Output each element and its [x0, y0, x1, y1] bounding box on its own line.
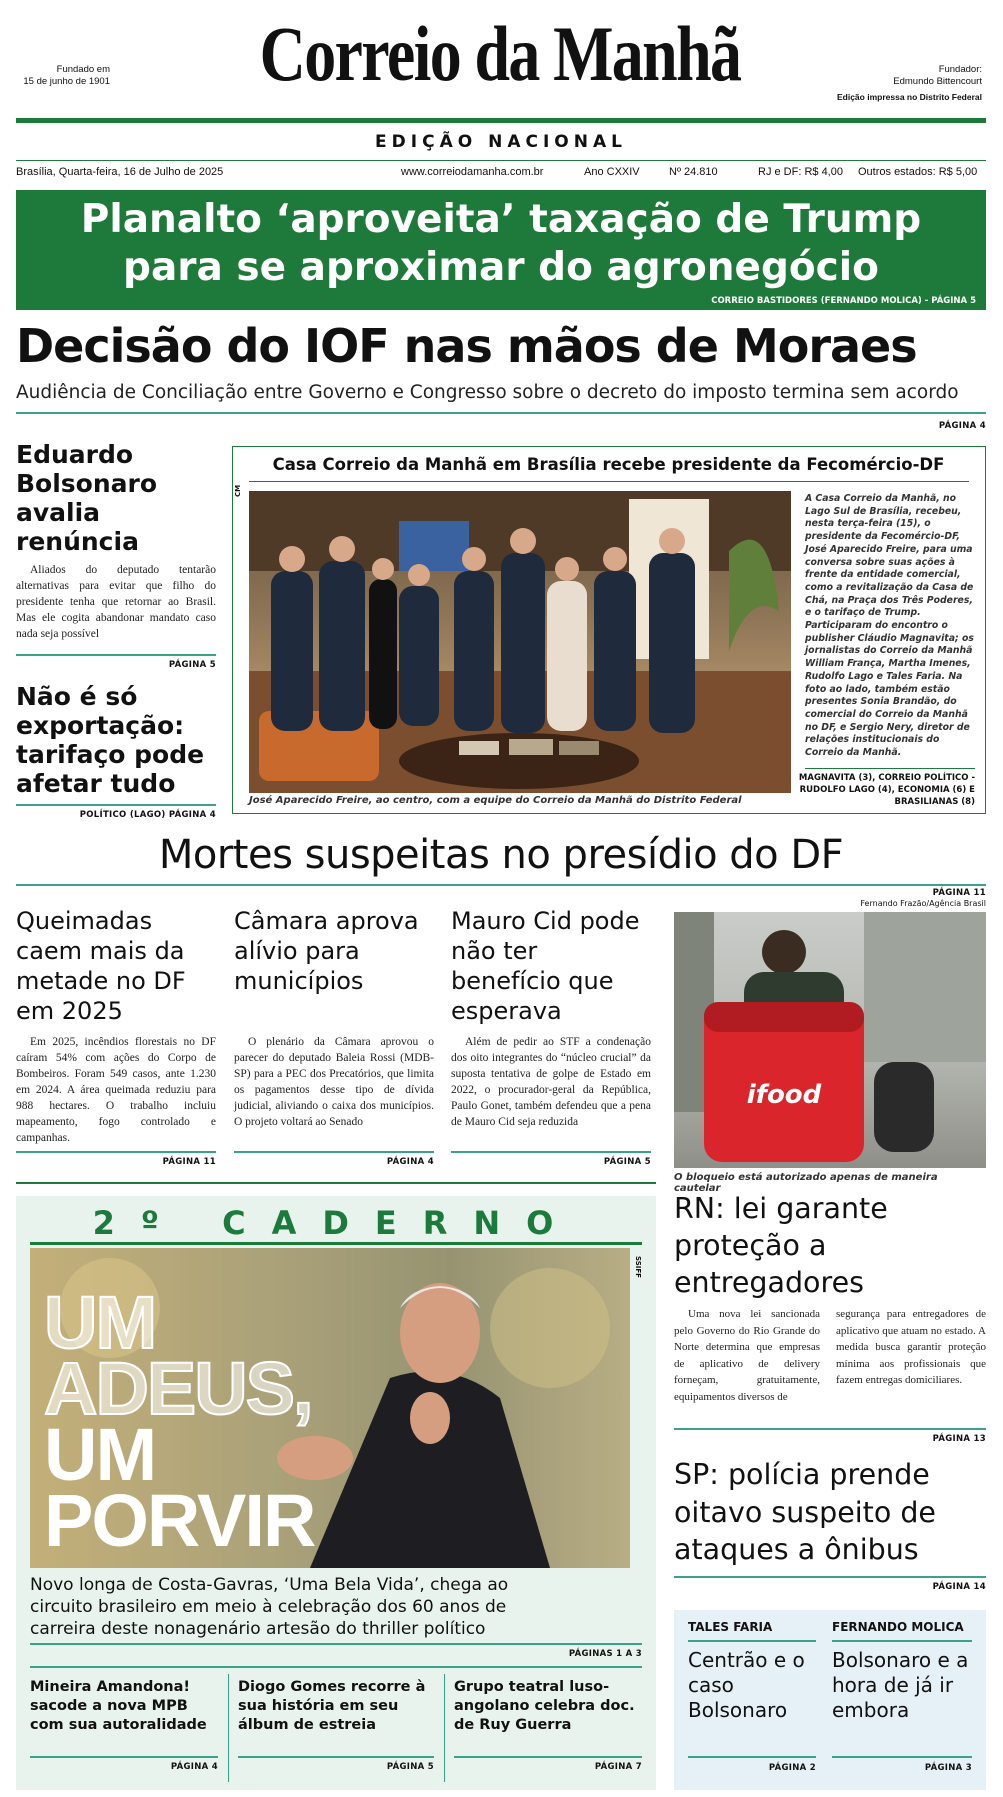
col2-page: PÁGINA 4	[386, 1157, 434, 1167]
section2-page: PÁGINA 11	[932, 888, 986, 898]
rn-title[interactable]: RN: lei garante proteção a entregadores	[674, 1192, 888, 1299]
caderno-pages: PÁGINAS 1 A 3	[568, 1649, 642, 1659]
masthead-title[interactable]: Correio da Manhã	[259, 10, 741, 97]
caderno-sub3-rule	[454, 1756, 642, 1758]
story-eduardo-page: PÁGINA 5	[168, 660, 216, 670]
photo-credit-cm: CM	[234, 484, 242, 497]
founded-label: Fundado em	[56, 64, 110, 75]
caderno-sub2-rule	[238, 1756, 434, 1758]
founded-info	[22, 64, 110, 88]
caderno-sub3-title[interactable]: Grupo teatral luso-angolano celebra doc. de Ruy Guerra	[454, 1679, 635, 1733]
caderno-title-line4: PORVIR	[44, 1479, 315, 1562]
columnist-tales-title[interactable]: Centrão e o caso Bolsonaro	[688, 1648, 805, 1722]
info-strip	[16, 166, 986, 182]
caderno-dek: Novo longa de Costa-Gavras, ‘Uma Bela Vida’, chega ao circuito brasileiro em meio à celebração dos 60 anos de carreira deste nonagenário artesão do thriller político	[30, 1575, 509, 1639]
ifood-photo-credit: Fernando Frazão/Agência Brasil	[860, 899, 986, 908]
caderno-sub1-page: PÁGINA 4	[170, 1762, 218, 1772]
meeting-photo[interactable]	[249, 491, 791, 793]
col3-page: PÁGINA 5	[603, 1157, 651, 1167]
founder-name: Edmundo Bittencourt	[893, 76, 982, 87]
photo-side-pages: MAGNAVITA (3), CORREIO POLÍTICO - RUDOLFO LAGO (4), ECONOMIA (6) E BRASILIANAS (8)	[798, 773, 975, 807]
columnist-molica-rule	[832, 1640, 972, 1642]
photo-side-rule	[805, 768, 975, 769]
columnist-molica-bottom-rule	[832, 1756, 972, 1758]
caderno-photo[interactable]	[30, 1248, 630, 1568]
rn-body-right: segurança para entregadores de aplicativo que atuam no estado. A medida busca garantir proteção mínima aos profissionais que fazem entregas domiciliares.	[836, 1308, 986, 1386]
lead-headline[interactable]: Decisão do IOF nas mãos de Moraes	[16, 319, 917, 373]
col3-body: Além de pedir ao STF a condenação dos oito integrantes do “núcleo crucial” da suposta tentativa de golpe de Estado em 2022, o procurador-geral da República, Paulo Gonet, também defendeu que a pena de Mauro Cid seja reduzida	[451, 1036, 651, 1128]
story-export-rule	[16, 804, 216, 806]
caderno-title-line2: ADEUS,	[44, 1347, 312, 1430]
sp-title[interactable]: SP: polícia prende oitavo suspeito de ataques a ônibus	[674, 1458, 936, 1566]
col2-title[interactable]: Câmara aprova alívio para municípios	[234, 907, 419, 995]
caderno-sub-rule	[30, 1666, 642, 1668]
columnist-molica-author: FERNANDO MOLICA	[832, 1620, 964, 1634]
price-other: Outros estados: R$ 5,00	[858, 166, 978, 178]
photo-box-title[interactable]: Casa Correio da Manhã em Brasília recebe presidente da Fecomércio-DF	[272, 455, 945, 474]
rn-rule	[674, 1428, 986, 1430]
col1-body: Em 2025, incêndios florestais no DF caíram 54% com ações do Corpo de Bombeiros. Foram 549 casos, ante 1.230 em 2024. A área queimada reduziu para 988 hectares. O trabalho incluiu mapeamento, fogo controlado e campanhas.	[16, 1036, 216, 1144]
caderno-divider-2	[444, 1674, 445, 1782]
caderno-dek-rule	[30, 1643, 642, 1645]
ifood-brand: ifood	[746, 1080, 822, 1110]
story-export-page: POLÍTICO (LAGO) PÁGINA 4	[79, 810, 216, 820]
columnists-box	[674, 1610, 986, 1790]
banner[interactable]	[16, 190, 986, 310]
edition-rule	[16, 160, 986, 161]
section2-headline[interactable]: Mortes suspeitas no presídio do DF	[158, 832, 844, 878]
banner-credit: CORREIO BASTIDORES (FERNANDO MOLICA) - PÁGINA 5	[711, 296, 976, 306]
columnist-tales-rule	[688, 1640, 816, 1642]
caderno-sub1-title[interactable]: Mineira Amandona! sacode a nova MPB com sua autoralidade	[30, 1679, 207, 1733]
col3-rule	[451, 1151, 651, 1153]
photo-caption: José Aparecido Freire, ao centro, com a equipe do Correio da Manhã do Distrito Federal	[249, 795, 742, 806]
lead-subhead: Audiência de Conciliação entre Governo e Congresso sobre o decreto do imposto termina sem acordo	[16, 382, 959, 403]
sp-rule	[674, 1576, 986, 1578]
ifood-caption: O bloqueio está autorizado apenas de maneira cautelar	[674, 1172, 938, 1194]
story-export-title[interactable]: Não é só exportação: tarifaço pode afetar tudo	[16, 682, 205, 798]
columnist-tales-page: PÁGINA 2	[768, 1763, 816, 1773]
ifood-rule	[16, 1182, 656, 1184]
ifood-photo-illustration	[674, 912, 986, 1168]
founded-date: 15 de junho de 1901	[23, 76, 110, 87]
caderno-sub2-title[interactable]: Diogo Gomes recorre à sua história em seu álbum de estreia	[238, 1679, 426, 1733]
caderno-photo-credit: SSIFF	[634, 1256, 642, 1278]
col1-title[interactable]: Queimadas caem mais da metade no DF em 2025	[16, 907, 186, 1025]
col1-page: PÁGINA 11	[162, 1157, 216, 1167]
lead-rule	[16, 412, 986, 414]
date-line: Brasília, Quarta-feira, 16 de Julho de 2025	[16, 166, 224, 178]
issue-number: Nº 24.810	[669, 166, 718, 178]
rn-page: PÁGINA 13	[932, 1434, 986, 1444]
meeting-photo-illustration	[249, 491, 791, 793]
col2-body: O plenário da Câmara aprovou o parecer do deputado Baleia Rossi (MDB-SP) para a PEC dos Precatórios, que limita os pagamentos desse tipo de dívida judicial, aliviando o caixa dos municípios. O projeto voltará ao Senado	[234, 1036, 434, 1128]
col1-rule	[16, 1151, 216, 1153]
caderno-sub2-page: PÁGINA 5	[386, 1762, 434, 1772]
ifood-photo[interactable]	[674, 912, 986, 1168]
story-eduardo-body: Aliados do deputado tentarão alternativas para evitar que filho do presidente tenha que retornar ao Brasil. Mas ele cogita abandonar mandato caso nada seja possível	[16, 564, 216, 640]
rn-body-left: Uma nova lei sancionada pelo Governo do Rio Grande do Norte determina que empresas de aplicativo de delivery forneçam, gratuitamente, equipamentos diversos de	[674, 1308, 820, 1403]
columnist-tales-author: TALES FARIA	[688, 1620, 773, 1634]
print-edition: Edição impressa no Distrito Federal	[836, 92, 982, 102]
story-eduardo-rule	[16, 654, 216, 656]
edition-label: EDIÇÃO NACIONAL	[375, 132, 627, 152]
caderno-box	[16, 1196, 656, 1790]
founder-label: Fundador:	[938, 64, 982, 75]
price-rj-df: RJ e DF: R$ 4,00	[758, 166, 843, 178]
founder-info	[830, 64, 982, 103]
section2-rule	[16, 884, 986, 886]
photo-side-text: A Casa Correio da Manhã, no Lago Sul de Brasília, recebeu, nesta terça-feira (15), o presidente da Fecomércio-DF, José Aparecido Freire, para uma conversa sobre suas ações à frente da entidade comercial, como a revitalização da Casa de Chá, na Praça dos Três Poderes, e o tarifaço de Trump. Participaram do encontro o publisher Cláudio Magnavita; os jornalistas do Correio da Manhã William França, Martha Imenes, Rudolfo Lago e Tales Faria. Na foto ao lado, também estão presentes Sonia Brandão, do comercial do Correio da Manhã no DF, e Sergio Nery, diretor de relações institucionais do Correio da Manhã.	[805, 493, 974, 759]
caderno-sub1-rule	[30, 1756, 218, 1758]
masthead-rule	[16, 118, 986, 123]
columnist-tales-bottom-rule	[688, 1756, 816, 1758]
caderno-title-line1: UM	[44, 1281, 156, 1364]
caderno-label[interactable]: 2º CADERNO	[92, 1204, 580, 1242]
caderno-divider-1	[228, 1674, 229, 1782]
website-link[interactable]: www.correiodamanha.com.br	[401, 166, 544, 178]
caderno-title	[44, 1281, 404, 1562]
sp-page: PÁGINA 14	[932, 1582, 986, 1592]
year-label: Ano CXXIV	[584, 166, 640, 178]
photo-box-rule	[249, 481, 969, 482]
photo-box	[232, 446, 986, 814]
col3-title[interactable]: Mauro Cid pode não ter benefício que esperava	[451, 907, 640, 1025]
columnist-molica-title[interactable]: Bolsonaro e a hora de já ir embora	[832, 1648, 969, 1722]
columnist-molica-page: PÁGINA 3	[924, 1763, 972, 1773]
col2-rule	[234, 1151, 434, 1153]
lead-page: PÁGINA 4	[938, 421, 986, 431]
caderno-sub3-page: PÁGINA 7	[594, 1762, 642, 1772]
masthead	[0, 0, 1003, 160]
caderno-rule	[30, 1242, 642, 1245]
caderno-title-line3: UM	[44, 1413, 156, 1496]
banner-headline: Planalto ‘aproveita’ taxação de Trump para se aproximar do agronegócio	[80, 197, 922, 290]
story-eduardo-title[interactable]: Eduardo Bolsonaro avalia renúncia	[16, 440, 158, 556]
